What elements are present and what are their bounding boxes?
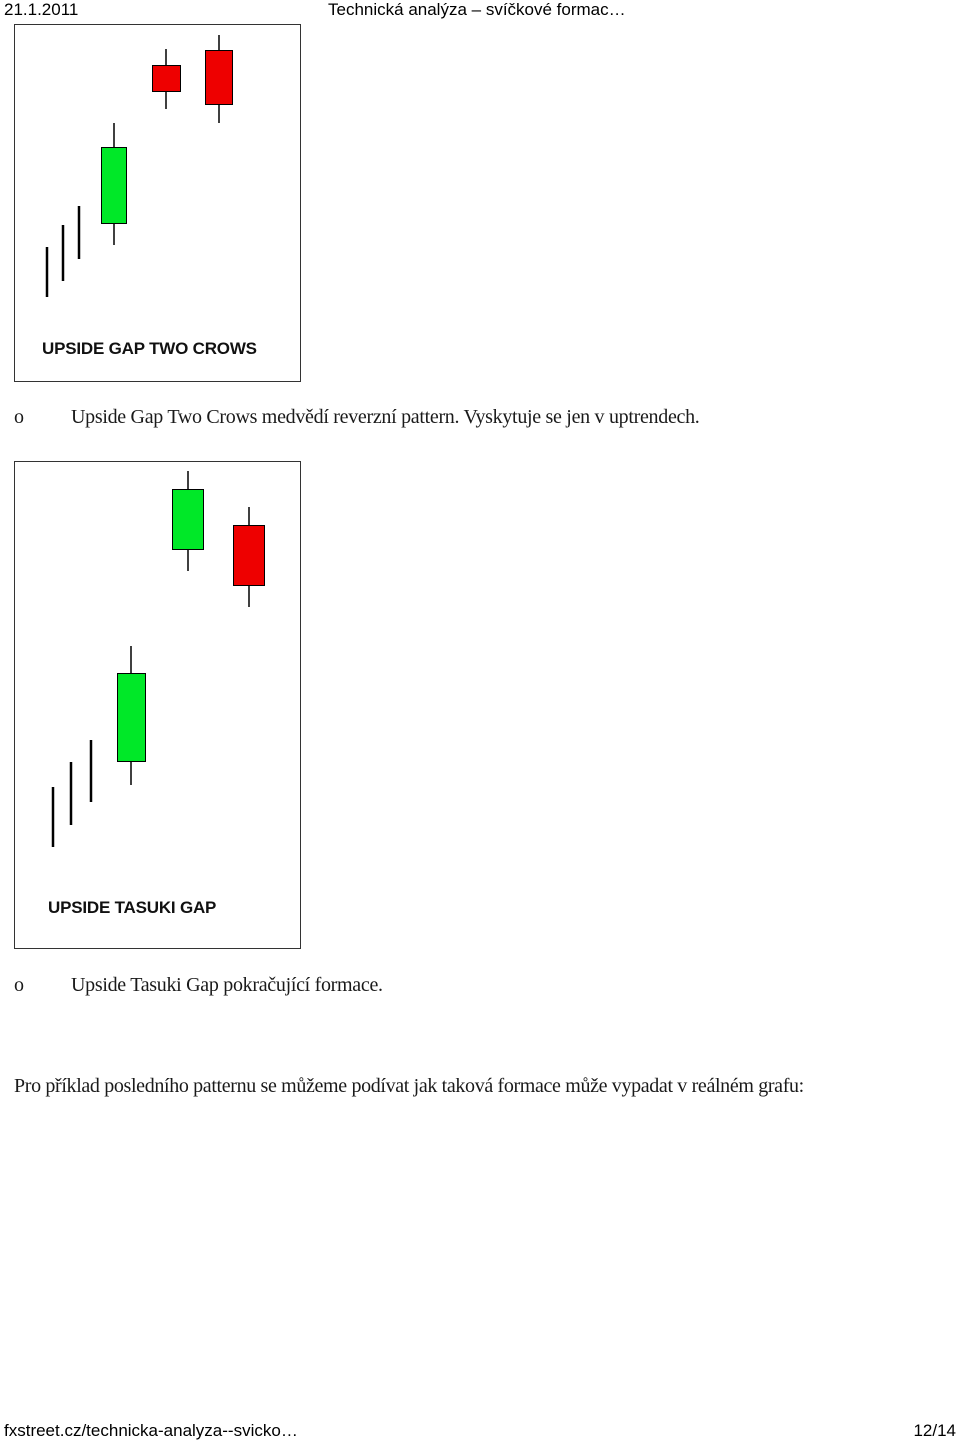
bullet-text: Upside Tasuki Gap pokračující formace. <box>71 974 383 996</box>
bearish-candle <box>234 526 265 586</box>
bullet-marker: o <box>14 974 24 996</box>
figure-upside-tasuki-gap <box>14 461 301 949</box>
body-paragraph: Pro příklad posledního patternu se můžeme podívat jak taková formace může vypadat v reálném grafu: <box>14 1075 804 1097</box>
figure-caption: UPSIDE TASUKI GAP <box>48 898 217 917</box>
candlestick-diagram <box>15 25 299 380</box>
header-date: 21.1.2011 <box>4 0 79 19</box>
bullet-text: Upside Gap Two Crows medvědí reverzní pattern. Vyskytuje se jen v uptrendech. <box>71 406 700 428</box>
bearish-candle <box>206 51 233 105</box>
bullish-candle <box>173 490 204 550</box>
figure-caption: UPSIDE GAP TWO CROWS <box>42 339 257 358</box>
bullish-candle <box>118 674 146 762</box>
footer-url[interactable]: fxstreet.cz/technicka-analyza--svicko… <box>4 1421 298 1440</box>
header-title: Technická analýza – svíčkové formac… <box>328 0 626 19</box>
bullish-candle <box>102 148 127 224</box>
bearish-candle <box>153 66 181 92</box>
candlestick-diagram <box>15 462 299 947</box>
bullet-marker: o <box>14 406 24 428</box>
figure-upside-gap-two-crows <box>14 24 301 382</box>
footer-page-number: 12/14 <box>913 1421 956 1440</box>
